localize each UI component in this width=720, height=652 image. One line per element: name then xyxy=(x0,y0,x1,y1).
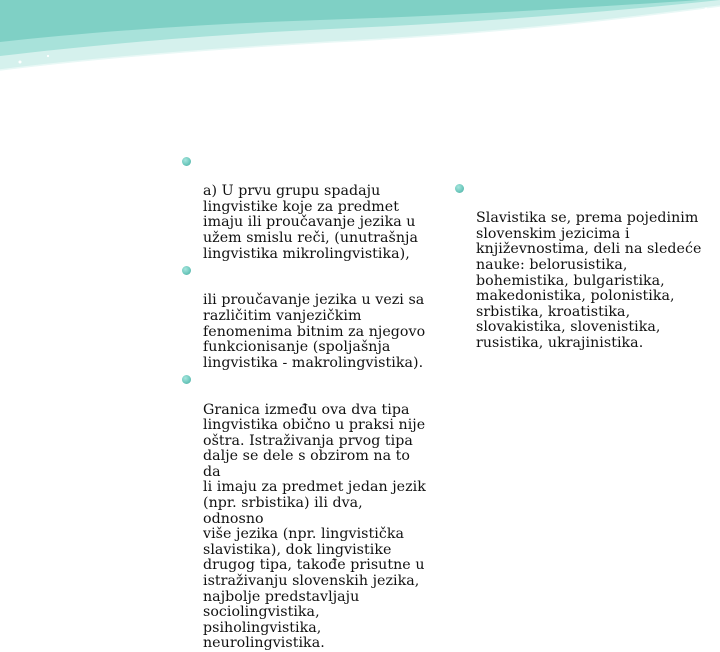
right-text-column xyxy=(455,180,713,352)
left-bullet-item-1 xyxy=(182,153,427,262)
bullet-icon xyxy=(182,157,191,166)
bullet-icon xyxy=(455,184,464,193)
right-bullet-item-1 xyxy=(455,180,713,352)
left-bullet-item-2 xyxy=(182,262,427,371)
bullet-icon xyxy=(182,375,191,384)
left-text-column xyxy=(182,153,427,652)
header-wave-decoration xyxy=(0,0,720,95)
left-bullet-text-3: Granica između ova dva tipa lingvistika obično u praksi nije oštra. Istraživanja prvog tipa dalje se dele s obzirom na to da li imaju za predmet jedan jezik (npr. srbistika) ili dva, odnosno više jezika (npr. lingvistička slavistika), dok lingvistike drugog tipa, takođe prisutne u istraživanju slovenskih jezika, najbolje predstavljaju sociolingvistika, psiholingvistika, neurolingvistika. xyxy=(203,401,426,652)
left-bullet-text-2: ili proučavanje jezika u vezi sa različitim vanjezičkim fenomenima bitnim za njegovo funkcionisanje (spoljašnja lingvistika - makrolingvistika). xyxy=(203,292,426,371)
right-bullet-text-1: Slavistika se, prema pojedinim slovenskim jezicima i književnostima, deli na sledeće nauke: belorusistika, bohemistika, bulgaristika, makedonistika, polonistika, srbistika, kroatistika, slovakistika, slovenistika, rusistika, ukrajinistika. xyxy=(476,210,702,351)
left-bullet-text-1: a) U prvu grupu spadaju lingvistike koje za predmet imaju ili proučavanje jezika u užem smislu reči, (unutrašnja lingvistika mikrolingvistika), xyxy=(203,183,419,262)
left-bullet-item-3 xyxy=(182,371,427,652)
bullet-icon xyxy=(182,266,191,275)
